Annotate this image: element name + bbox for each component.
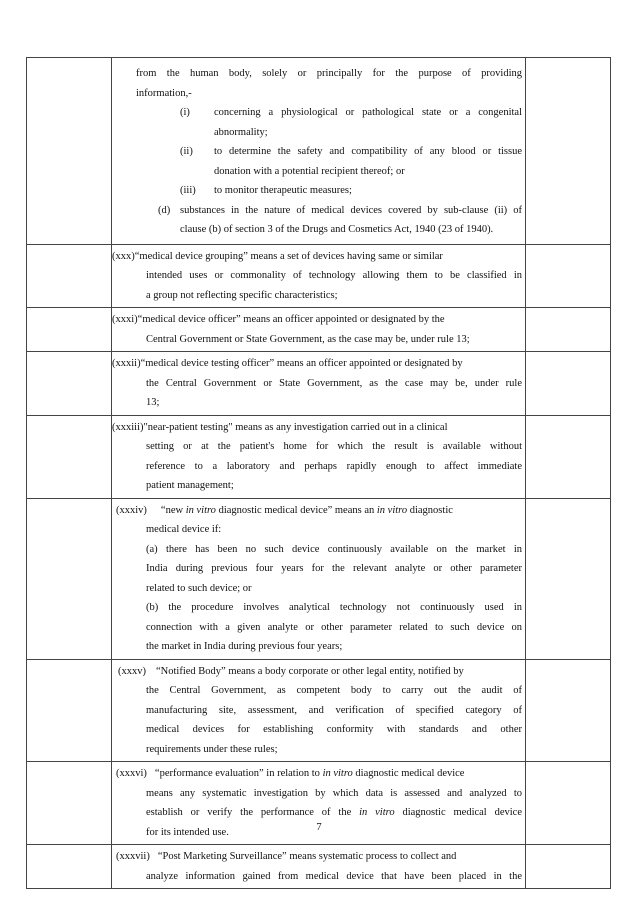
sub-item-number: (i) xyxy=(180,107,190,118)
definition-text: for its intended use. xyxy=(146,826,229,838)
right-column-cell xyxy=(526,659,611,762)
right-column-cell xyxy=(526,352,611,416)
definition-text: “medical device grouping” means a set of devices having same or similar xyxy=(134,250,443,262)
definition-cell xyxy=(112,352,526,416)
definition-cell xyxy=(112,845,526,889)
sub-item-number: (d) xyxy=(158,204,171,216)
definition-text: manufacturing site, assessment, and verification of specified category of xyxy=(146,704,522,716)
definition-text: India during previous four years for the relevant analyte or other parameter xyxy=(146,563,522,574)
definition-text: connection with a given analyte or other parameter related to such device on xyxy=(146,621,522,633)
definition-text: medical device if: xyxy=(146,524,222,535)
definition-label: (xxx) xyxy=(112,250,135,262)
definition-text: setting or at the patient's home for which the result is available without xyxy=(146,441,522,452)
sub-item xyxy=(136,142,522,181)
definition-label: (xxxv) xyxy=(118,665,146,677)
definition-text: “new in vitro diagnostic medical device” means an in vitro diagnostic xyxy=(160,504,453,516)
definition-text: “Notified Body” means a body corporate or other legal entity, notified by xyxy=(156,665,464,677)
definition-cell xyxy=(112,244,526,308)
definition-text: Central Government or State Government, as the case may be, under rule 13; xyxy=(146,333,470,345)
table-row xyxy=(27,308,611,352)
sub-item-text: to determine the safety and compatibility of any blood or tissue xyxy=(214,146,522,157)
definition-label: (xxxvi) xyxy=(116,768,147,779)
table-row xyxy=(27,415,611,498)
definition-cell xyxy=(112,498,526,659)
sub-item-text: to monitor therapeutic measures; xyxy=(214,185,352,196)
definition-text: related to such device; or xyxy=(146,582,252,594)
definition-cell xyxy=(112,415,526,498)
definition-text: requirements under these rules; xyxy=(146,743,278,755)
definition-text: the Central Government, as competent body to carry out the audit of xyxy=(146,685,522,696)
intro-line: from the human body, solely or principally for the purpose of providing xyxy=(136,68,522,79)
definition-text: “medical device testing officer” means an officer appointed or designated by xyxy=(140,358,463,369)
definition-text: 13; xyxy=(146,397,160,408)
right-column-cell xyxy=(526,308,611,352)
left-column-cell xyxy=(27,308,112,352)
right-column-cell xyxy=(526,58,611,245)
right-column-cell xyxy=(526,498,611,659)
sub-item-number: (iii) xyxy=(180,185,196,196)
intro-line: information,- xyxy=(136,87,192,99)
table-row xyxy=(27,244,611,308)
definitions-table xyxy=(26,57,611,889)
left-column-cell xyxy=(27,498,112,659)
sub-item xyxy=(136,201,522,240)
sub-item-text: substances in the nature of medical devices covered by sub-clause (ii) of xyxy=(180,204,522,216)
left-column-cell xyxy=(27,352,112,416)
definition-text: "near-patient testing" means as any investigation carried out in a clinical xyxy=(143,421,448,433)
definition-label: (xxxiii) xyxy=(112,421,144,433)
sub-item-text: abnormality; xyxy=(214,126,268,138)
sub-item xyxy=(136,181,522,201)
definition-label: (xxxi) xyxy=(112,314,138,325)
sub-item-number: (ii) xyxy=(180,146,193,157)
definition-label: (xxxii) xyxy=(112,358,141,369)
left-column-cell xyxy=(27,415,112,498)
left-column-cell xyxy=(27,58,112,245)
definition-text: medical devices for establishing conformity with standards and other xyxy=(146,724,522,735)
definition-text: intended uses or commonality of technology allowing them to be classified in xyxy=(146,270,522,281)
definition-text: the market in India during previous four years; xyxy=(146,641,343,652)
definition-text: a group not reflecting specific characteristics; xyxy=(146,289,338,301)
definition-text: the Central Government or State Government, as the case may be, under rule xyxy=(146,377,522,389)
table-row xyxy=(27,498,611,659)
right-column-cell xyxy=(526,244,611,308)
definition-text: (a) there has been no such device continuously available on the market in xyxy=(146,543,522,555)
definition-text: “Post Marketing Surveillance” means systematic process to collect and xyxy=(157,851,457,862)
definition-text: reference to a laboratory and perhaps rapidly enough to affect immediate xyxy=(146,460,522,472)
definition-text: establish or verify the performance of the in vitro diagnostic medical device xyxy=(146,807,522,818)
table-row xyxy=(27,58,611,245)
definition-cell xyxy=(112,659,526,762)
left-column-cell xyxy=(27,845,112,889)
left-column-cell xyxy=(27,659,112,762)
sub-item-text: concerning a physiological or pathological state or a congenital xyxy=(214,107,522,118)
table-row xyxy=(27,845,611,889)
sub-item xyxy=(136,103,522,142)
definition-cell xyxy=(112,308,526,352)
table-row xyxy=(27,352,611,416)
definition-label: (xxxiv) xyxy=(116,504,147,516)
definition-text: means any systematic investigation by which data is assessed and analyzed to xyxy=(146,787,522,799)
definition-text: “medical device officer” means an officer appointed or designated by the xyxy=(137,314,445,325)
sub-item-text: clause (b) of section 3 of the Drugs and Cosmetics Act, 1940 (23 of 1940). xyxy=(180,224,494,235)
right-column-cell xyxy=(526,415,611,498)
sub-item-text: donation with a potential recipient thereof; or xyxy=(214,165,405,177)
definition-text: analyze information gained from medical device that have been placed in the xyxy=(146,870,522,882)
definition-label: (xxxvii) xyxy=(116,851,150,862)
page-number: 7 xyxy=(316,822,322,833)
table-row xyxy=(27,659,611,762)
continuation-cell xyxy=(112,58,526,245)
definition-text: patient management; xyxy=(146,480,234,491)
definition-text: (b) the procedure involves analytical technology not continuously used in xyxy=(146,602,522,613)
definition-text: “performance evaluation” in relation to in vitro diagnostic medical device xyxy=(154,768,465,779)
right-column-cell xyxy=(526,845,611,889)
left-column-cell xyxy=(27,244,112,308)
